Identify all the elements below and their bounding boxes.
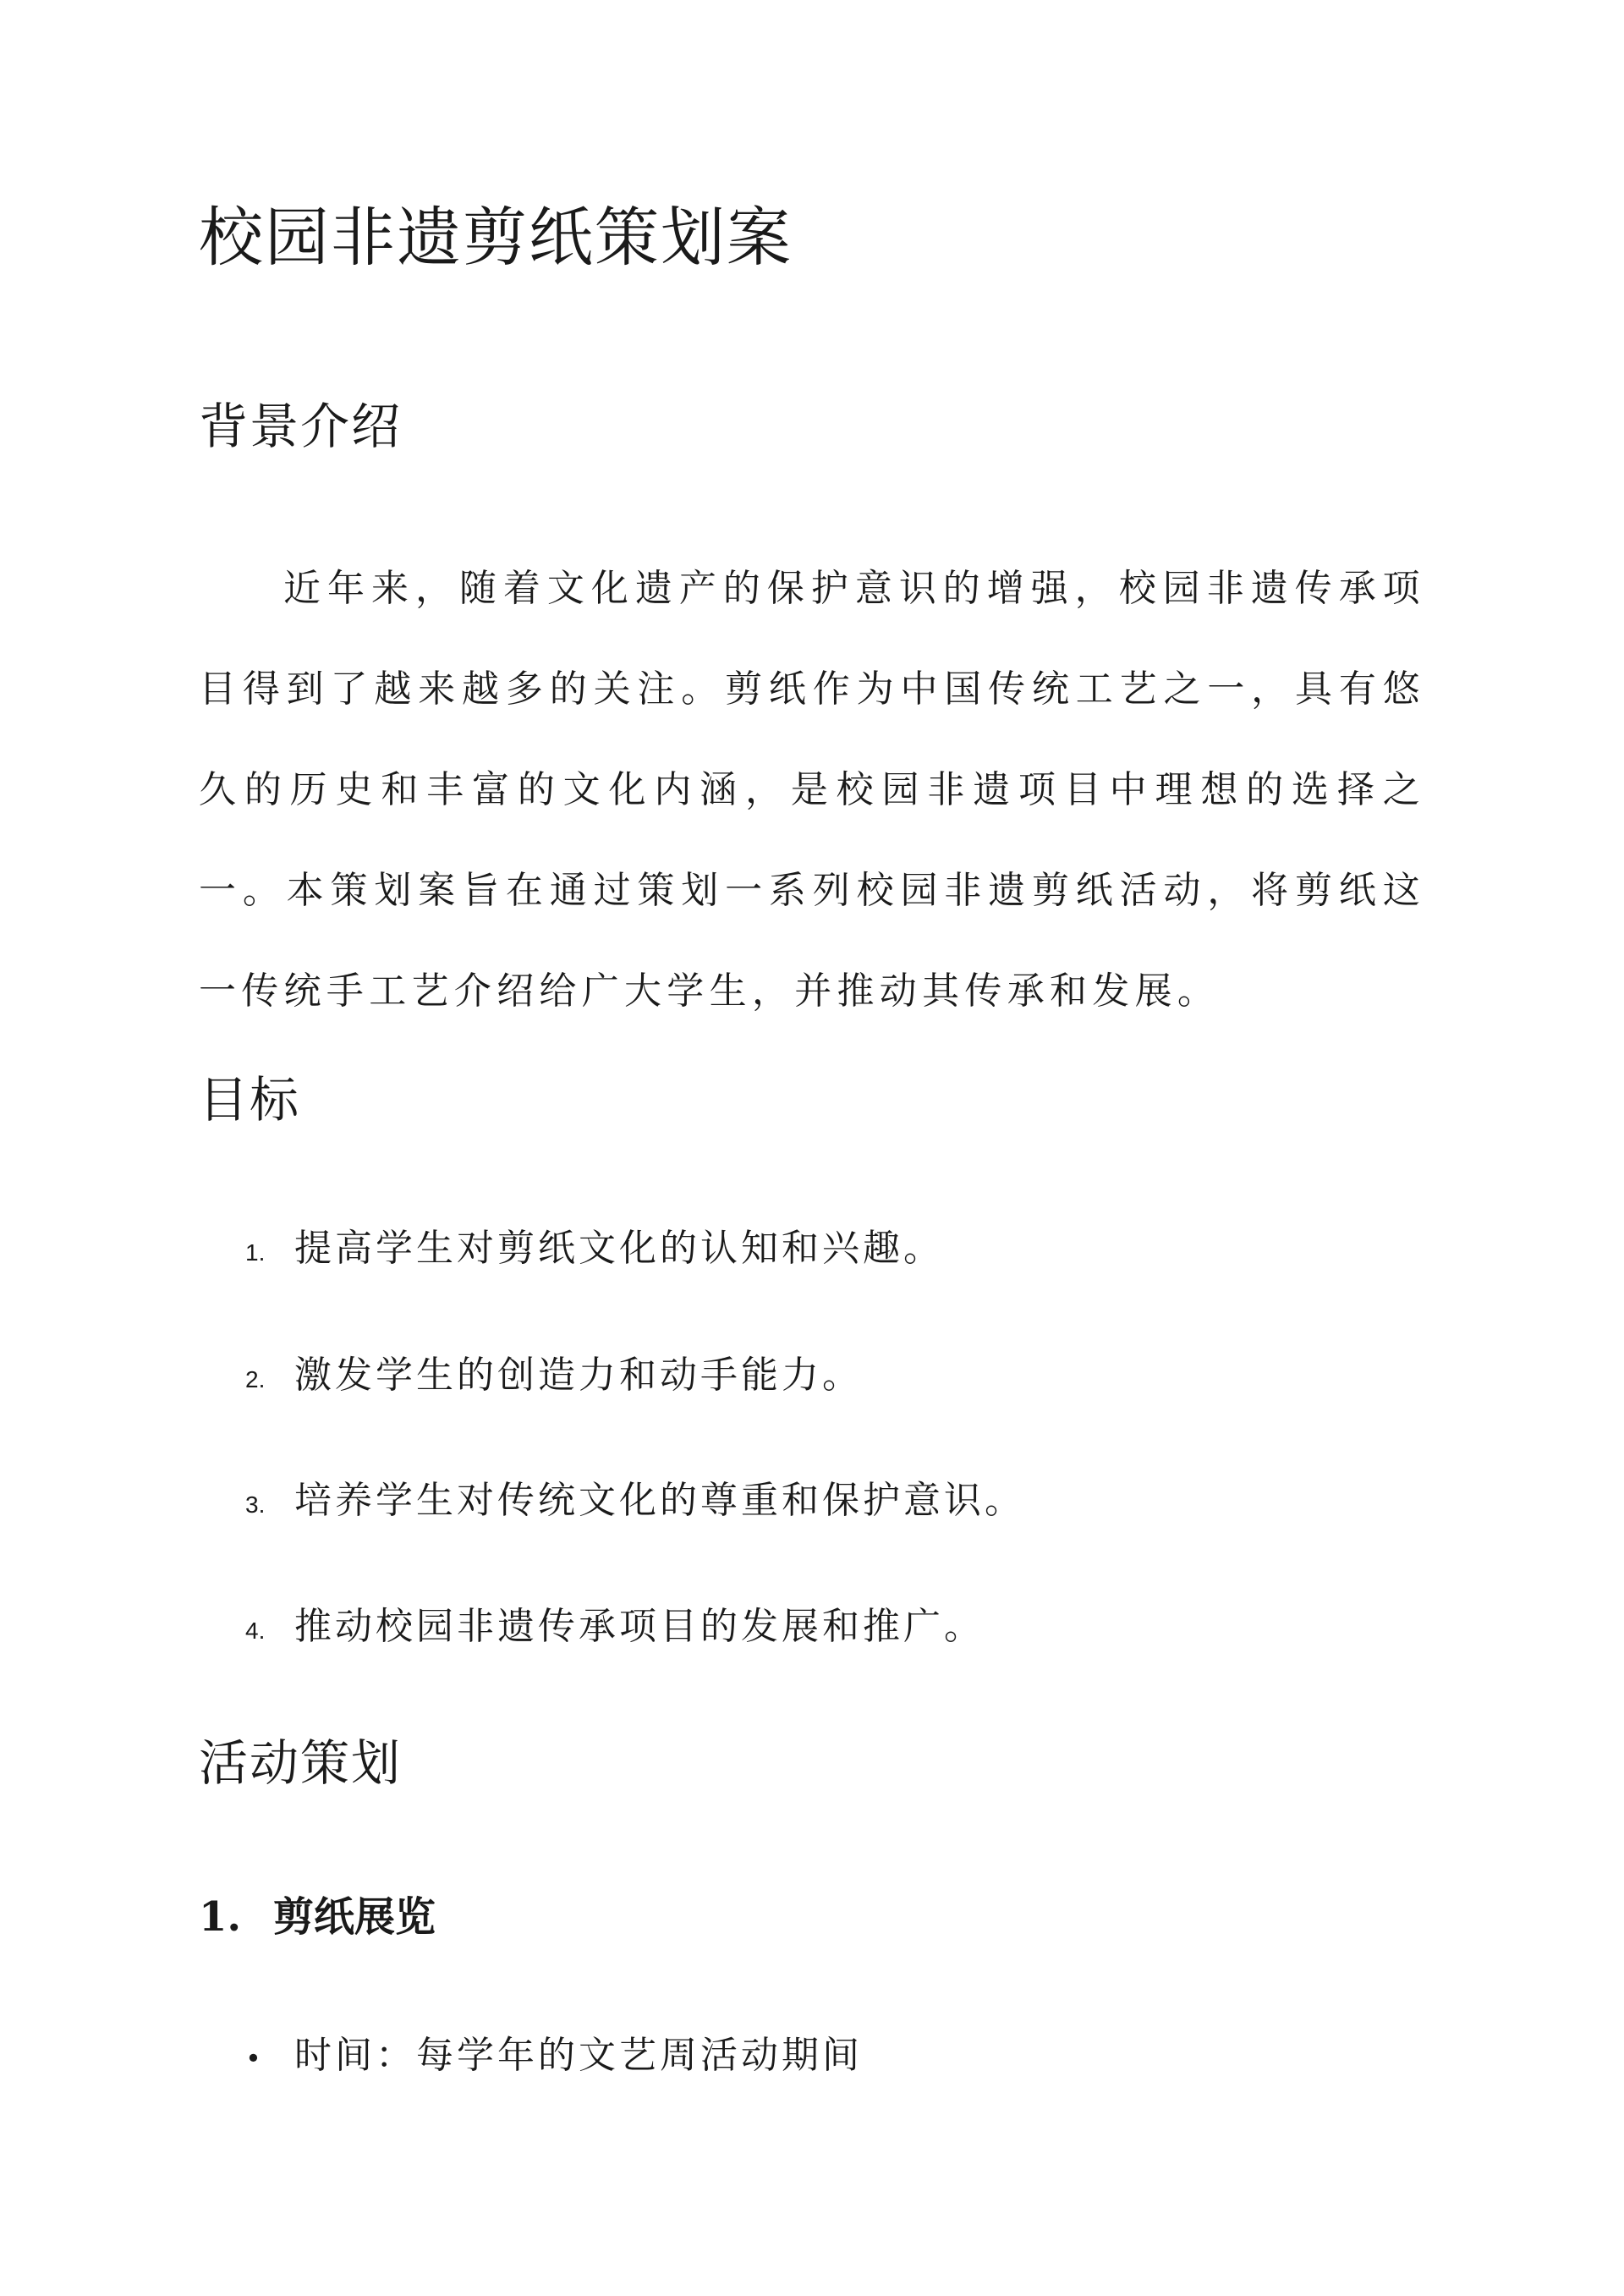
list-item-text: 提高学生对剪纸文化的认知和兴趣。 [294, 1227, 944, 1270]
list-item-number: 3. [245, 1491, 266, 1518]
list-item [245, 1223, 944, 1274]
section-heading-goals: 目标 [199, 1071, 301, 1129]
section-heading-background: 背景介绍 [199, 398, 403, 455]
list-item-text: 激发学生的创造力和动手能力。 [294, 1354, 863, 1397]
background-paragraph: 近年来，随着文化遗产的保护意识的增强，校园非遗传承项目得到了越来越多的关注。剪纸作为中国传统工艺之一，具有悠久的历史和丰富的文化内涵，是校园非遗项目中理想的选择之一。本策划案旨在通过策划一系列校园非遗剪纸活动，将剪纸这一传统手工艺介绍给广大学生，并推动其传承和发展。 [199, 567, 1425, 1013]
list-item [245, 1350, 863, 1401]
subsection-title: 剪纸展览 [273, 1893, 436, 1941]
list-item-number: 4. [245, 1618, 266, 1644]
list-item-number: 1. [245, 1239, 266, 1266]
list-item [245, 1601, 985, 1652]
list-item-text: 培养学生对传统文化的尊重和保护意识。 [294, 1479, 1025, 1522]
list-item-text: 推动校园非遗传承项目的发展和推广。 [294, 1605, 985, 1648]
section-heading-activity-plan: 活动策划 [199, 1734, 403, 1792]
list-item-number: 2. [245, 1366, 266, 1392]
list-item [245, 1475, 1025, 1526]
document-title: 校园非遗剪纸策划案 [199, 200, 793, 275]
subsection-heading-paper-cut-exhibition [199, 1893, 436, 1942]
bullet-item [245, 2030, 863, 2081]
subsection-number: 1. [199, 1893, 242, 1941]
bullet-text: 时间：每学年的文艺周活动期间 [294, 2034, 863, 2077]
bullet-icon: • [245, 2042, 261, 2074]
